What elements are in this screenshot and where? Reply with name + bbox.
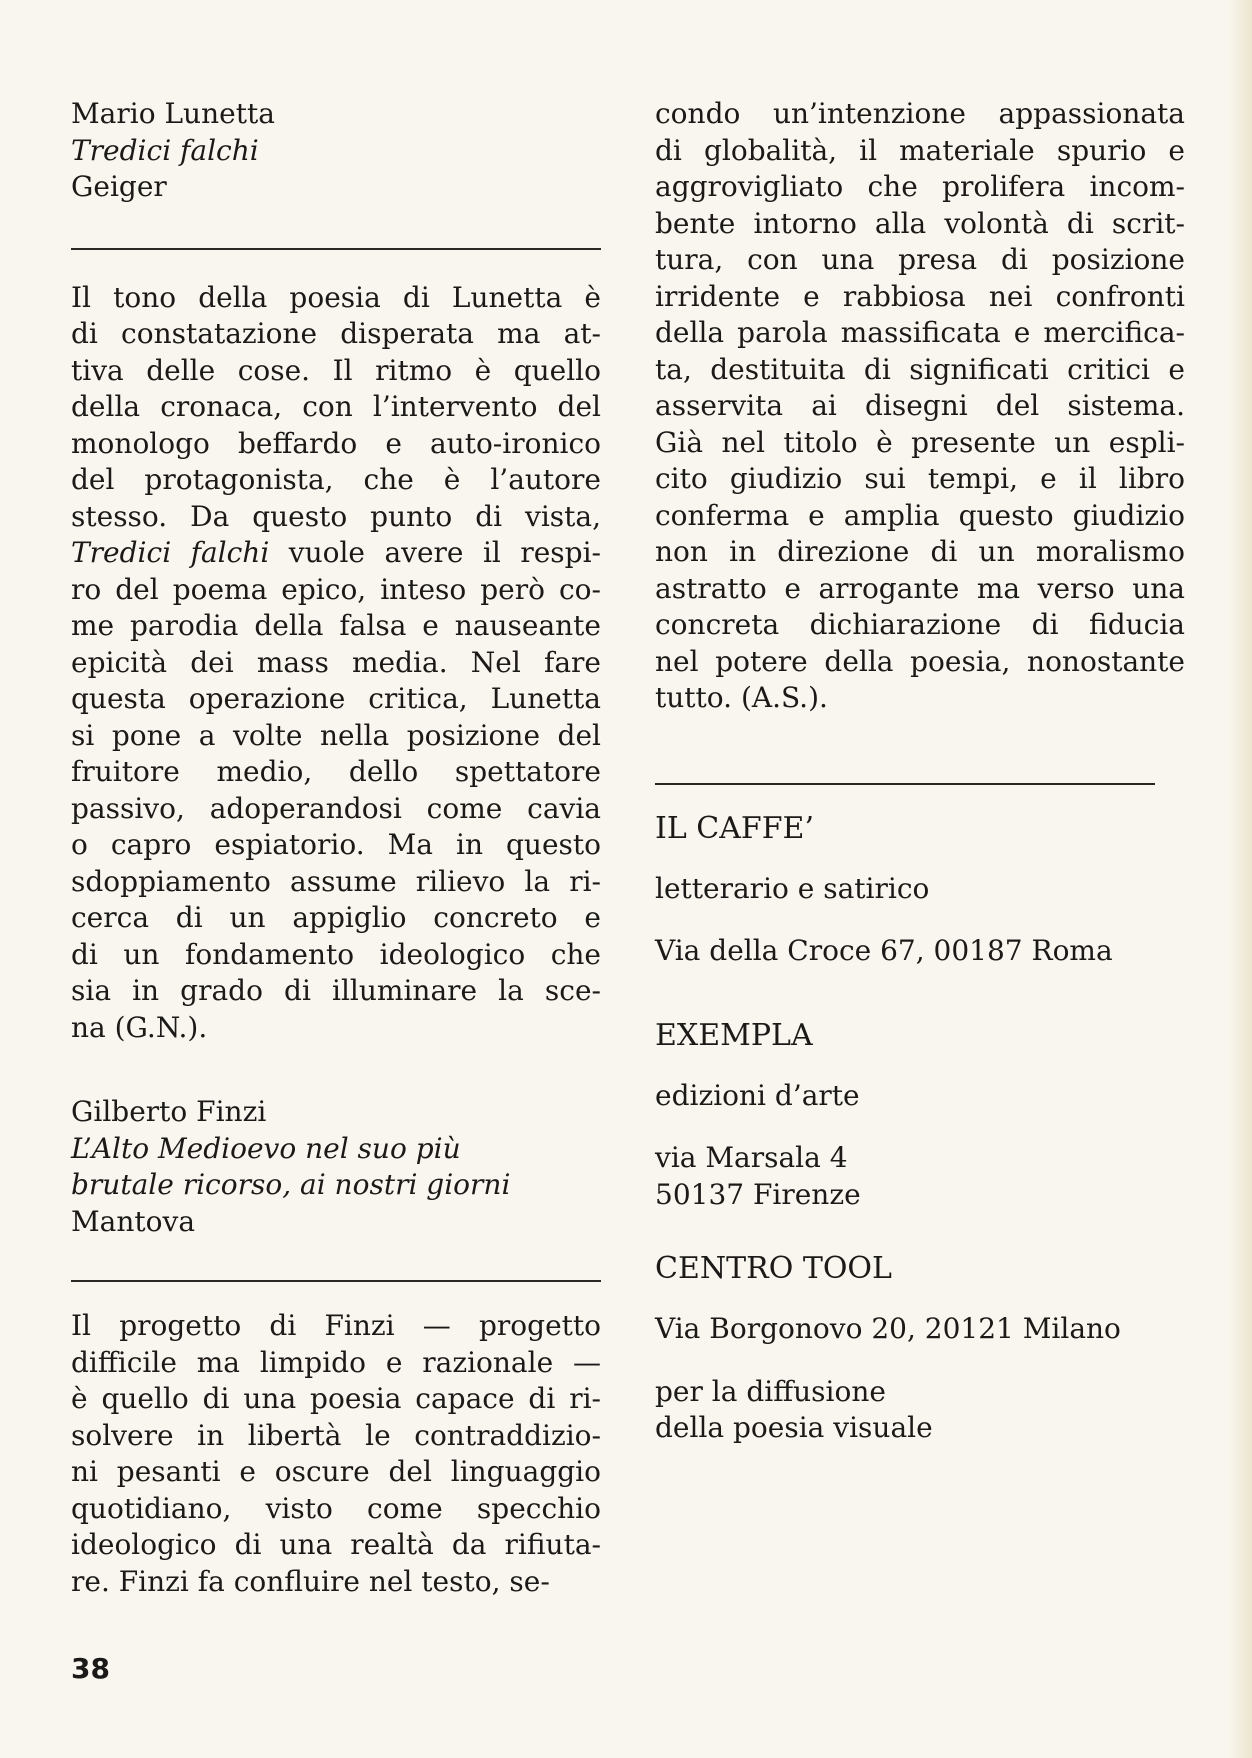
text-line: Il progetto di Finzi — progetto — [71, 1309, 601, 1342]
text-line: condo un’intenzione appassionata — [655, 97, 1185, 130]
text-line: fruitore medio, dello spettatore — [71, 755, 601, 788]
left-column — [71, 96, 601, 1600]
ad-city: 50137 Firenze — [655, 1177, 861, 1211]
text-line: epicità dei mass media. Nel fare — [71, 645, 601, 679]
text-line: nel potere della poesia, nonostante — [655, 644, 1185, 678]
publisher: Geiger — [71, 170, 167, 203]
text-line: asservita ai disegni del sistema. — [655, 389, 1185, 422]
author: Mario Lunetta — [71, 97, 275, 130]
ad-line: della poesia visuale — [655, 1411, 933, 1444]
text-line: solvere in libertà le contraddizio- — [71, 1418, 601, 1452]
text-line: di constatazione disperata ma at- — [71, 317, 601, 350]
right-column — [655, 96, 1185, 1447]
text-line: cito giudizio sui tempi, e il libro — [655, 462, 1185, 495]
ad-line: edizioni d’arte — [655, 1078, 860, 1112]
inline-book-title: Tredici falchi — [71, 536, 270, 569]
text-line: ni pesanti e oscure del linguaggio — [71, 1455, 601, 1488]
page-number: 38 — [71, 1652, 110, 1685]
text-line: ideologico di una realtà da rifiuta- — [71, 1528, 601, 1561]
ad-name: CENTRO TOOL — [655, 1251, 892, 1286]
ad-name: EXEMPLA — [655, 1017, 813, 1053]
text-line: concreta dichiarazione di fiducia — [655, 608, 1185, 641]
text-line: aggrovigliato che prolifera incom- — [655, 170, 1185, 203]
book-entry-finzi — [71, 1094, 601, 1240]
text-line: questa operazione critica, Lunetta — [71, 682, 601, 715]
text-line: tura, con una presa di posizione — [655, 243, 1185, 276]
text-line: quotidiano, visto come specchio — [71, 1491, 601, 1525]
text-line: Già nel titolo è presente un espli- — [655, 425, 1185, 459]
review-finzi-continued — [655, 96, 1185, 717]
ad-address: via Marsala 4 — [655, 1141, 848, 1174]
text-line: non in direzione di un moralismo — [655, 535, 1185, 568]
ad-name: IL CAFFE’ — [655, 810, 814, 846]
text-line: monologo beffardo e auto-ironico — [71, 426, 601, 460]
text-line: sdoppiamento assume rilievo la ri- — [71, 864, 601, 898]
review-lunetta — [71, 280, 601, 1047]
text-line: difficile ma limpido e razionale — — [71, 1345, 601, 1379]
text-line: passivo, adoperandosi come cavia — [71, 791, 601, 825]
text-line: cerca di un appiglio concreto e — [71, 901, 601, 934]
text-line: me parodia della falsa e nauseante — [71, 609, 601, 642]
text-line: del protagonista, che è l’autore — [71, 463, 601, 496]
text-line: re. Finzi fa confluire nel testo, se- — [71, 1564, 550, 1598]
book-title-line-2: brutale ricorso, ai nostri giorni — [71, 1168, 511, 1201]
text-line: o capro espiatorio. Ma in questo — [71, 828, 601, 861]
text-line: di un fondamento ideologico che — [71, 937, 601, 971]
ad-exempla — [655, 1018, 1185, 1214]
author: Gilberto Finzi — [71, 1095, 267, 1128]
text-line: si pone a volte nella posizione del — [71, 718, 601, 752]
book-title: Tredici falchi — [71, 133, 259, 167]
page-edge — [1228, 0, 1252, 1758]
text-line: tutto. (A.S.). — [655, 681, 828, 714]
text-line: è quello di una poesia capace di ri- — [71, 1382, 601, 1415]
ad-line: letterario e satirico — [655, 871, 930, 905]
ad-address: Via della Croce 67, 00187 Roma — [655, 934, 1113, 967]
text-line: bente intorno alla volontà di scrit- — [655, 206, 1185, 240]
text-line: astratto e arrogante ma verso una — [655, 571, 1185, 605]
publisher: Mantova — [71, 1204, 196, 1238]
ad-il-caffe — [655, 811, 1185, 970]
ad-address: Via Borgonovo 20, 20121 Milano — [655, 1312, 1121, 1345]
text-line: tiva delle cose. Il ritmo è quello — [71, 353, 601, 387]
text-line: della parola massificata e mercifica- — [655, 316, 1185, 349]
book-entry-lunetta — [71, 96, 601, 206]
text-line: conferma e amplia questo giudizio — [655, 498, 1185, 532]
text-line: ro del poema epico, inteso però co- — [71, 572, 601, 606]
text-line: irridente e rabbiosa nei confronti — [655, 279, 1185, 313]
ad-line: per la diffusione — [655, 1374, 886, 1408]
ad-centro-tool — [655, 1251, 1185, 1447]
text-line: di globalità, il materiale spurio e — [655, 133, 1185, 167]
text-line: Il tono della poesia di Lunetta è — [71, 280, 601, 314]
text-line: stesso. Da questo punto di vista, — [71, 499, 601, 533]
text-line: sia in grado di illuminare la sce- — [71, 974, 601, 1007]
text-line: ta, destituita di significati critici e — [655, 352, 1185, 386]
text-line: della cronaca, con l’intervento del — [71, 390, 601, 423]
book-title-line-1: L’Alto Medioevo nel suo più — [71, 1131, 461, 1165]
text-line: Tredici falchi vuole avere il respi- — [71, 536, 601, 569]
text-line: na (G.N.). — [71, 1010, 208, 1044]
review-finzi — [71, 1308, 601, 1600]
